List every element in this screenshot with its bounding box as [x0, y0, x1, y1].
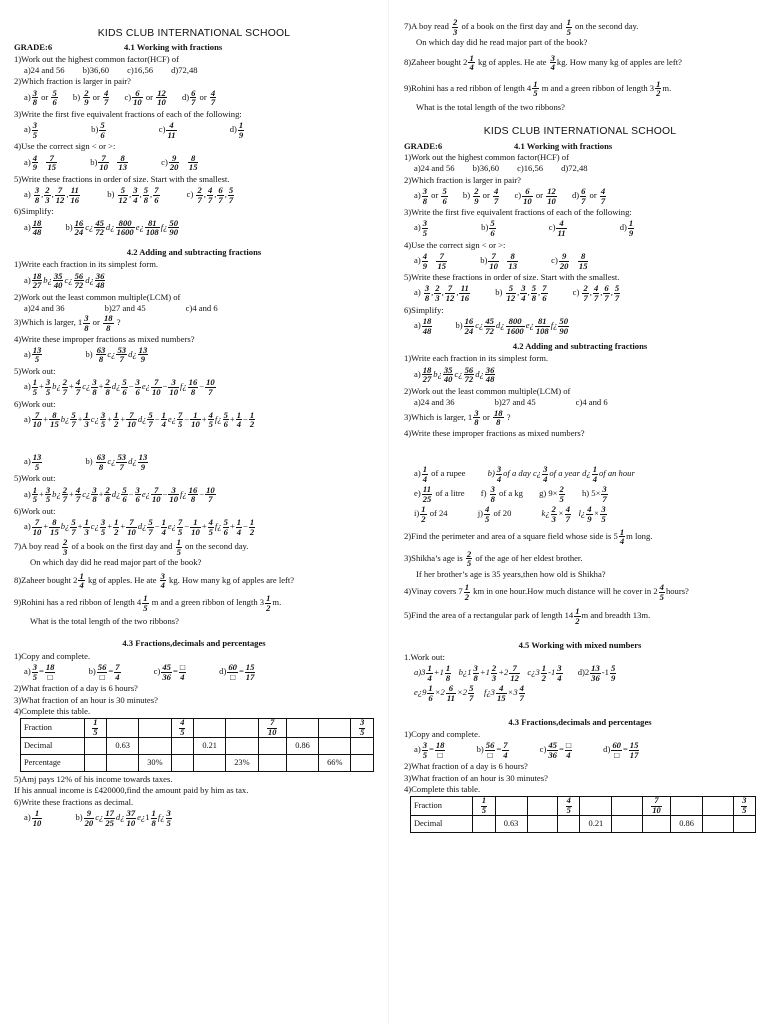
fraction-row: i) $\frac{1}{2}$ of 24 j) $\frac{4}{5}$ of 20 k¿ $\frac{2}{3}$ × $\frac{4}{7}$ l¿ $\frac{4}{9}$ × $\frac{3}{5}$: [414, 504, 606, 525]
question: 7)A boy read $\frac{2}{3}$ of a book on the first day and $\frac{1}{5}$ on the second day.: [14, 537, 249, 557]
question: 2)Find the perimeter and area of a square field whose side is 5 $\frac{1}{4}$ m long.: [404, 526, 653, 547]
grade-row: [404, 141, 756, 151]
fraction-row: a) $\frac{1}{10}$ b) $\frac{9}{20}$ c¿ $\frac{17}{25}$ d¿ $\frac{37}{10}$ e¿1 $\frac{1}{8}$ f¿ $\frac{3}{5}$: [24, 807, 171, 828]
question: 3)Write the first five equivalent fractions of each of the following:: [14, 108, 242, 119]
section-title: 4.2 Adding and subtracting fractions: [512, 341, 648, 352]
question: 1.Work out:: [404, 651, 445, 662]
school-title: KIDS CLUB INTERNATIONAL SCHOOL: [97, 28, 291, 39]
question: 6)Simplify:: [14, 206, 54, 217]
question: 3)Which is larger, 1 $\frac{3}{8}$ or $\frac{18}{8}$ ?: [14, 313, 121, 333]
options-row: a)24 and 36 b)27 and 45 c)4 and 6: [414, 397, 608, 408]
question: 3)Which is larger, 1 $\frac{3}{8}$ or $\frac{18}{8}$ ?: [404, 407, 511, 428]
fraction-row: a) $\frac{3}{5}$ b) $\frac{5}{6}$ c) $\frac{4}{11}$ d) $\frac{1}{9}$: [414, 218, 634, 239]
grade-label: GRADE:6: [404, 140, 443, 151]
fraction-row: a) $\frac{13}{5}$ b) $\frac{63}{8}$ c¿ $\frac{53}{7}$ d¿ $\frac{13}{9}$: [24, 452, 148, 472]
fraction-row: a) $\frac{3}{8}$ , $\frac{2}{3}$ , $\frac{7}{12}$ , $\frac{11}{16}$ b) $\frac{5}{12}$ , $\frac{3}{4}$ , $\frac{5}{8}$ , $\frac{7}{6}$ c) $\frac{2}{7}$ , $\frac{4}{7}$ , $\frac{6}{7}$ , $\frac{5}{7}$: [24, 185, 234, 205]
question: 4)Write these improper fractions as mixed numbers?: [404, 427, 585, 438]
question: 5)Work out:: [14, 473, 56, 484]
question: 6)Work out:: [14, 505, 56, 516]
question: 2)Which fraction is larger in pair?: [14, 76, 132, 87]
question: 4)Complete this table.: [404, 784, 481, 795]
question: 9)Rohini has a red ribbon of length 4 $\frac{1}{5}$ m and a green ribbon of length 3 $\frac{1}{2}$ m.: [404, 78, 672, 99]
question: 2)What fraction of a day is 6 hours?: [14, 683, 138, 694]
fraction-row: a) $\frac{1}{4}$ of a rupee b) $\frac{3}{4}$ of a day c¿ $\frac{3}{4}$ of a year d¿ $\frac{1}{4}$ of an hour: [414, 464, 635, 484]
fraction-row: a) $\frac{18}{27}$ b¿ $\frac{35}{40}$ c¿ $\frac{56}{72}$ d¿ $\frac{36}{48}$: [414, 364, 495, 385]
table-row: Percentage 30% 23% 66%: [21, 754, 374, 771]
question: If her brother’s age is 35 years,then how old is Shikha?: [416, 568, 606, 579]
question: What is the total length of the two ribbons?: [30, 616, 179, 627]
question: 9)Rohini has a red ribbon of length 4 $\frac{1}{5}$ m and a green ribbon of length 3 $\frac{1}{2}$ m.: [14, 592, 282, 613]
question: On which day did he read major part of the book?: [416, 37, 588, 48]
section-title: 4.5 Working with mixed numbers: [518, 639, 642, 650]
fraction-row: a) $\frac{3}{8}$ or $\frac{5}{6}$ b) $\frac{2}{9}$ or $\frac{4}{7}$ c) $\frac{6}{10}$ or $\frac{12}{10}$ d) $\frac{6}{7}$ or $\frac{4}{7}$: [414, 185, 606, 206]
question: 2)Work out the least common multiple(LCM) of: [14, 291, 181, 302]
question: 1)Copy and complete.: [14, 650, 91, 661]
question: 4)Use the correct sign < or >:: [404, 239, 506, 250]
question: 4)Vinay covers 7 $\frac{1}{2}$ km in one hour.How much distance will he cover in 2 $\frac{4}{5}$ hours?: [404, 582, 689, 602]
question: 1)Write each fraction in its simplest form.: [14, 259, 159, 270]
right-column: [404, 0, 756, 1024]
fraction-row: a) $\frac{1}{5}$ + $\frac{3}{5}$ b¿ $\frac{2}{7}$ + $\frac{4}{7}$ c¿ $\frac{3}{8}$ + $\frac{2}{8}$ d¿ $\frac{5}{6}$ − $\frac{3}{6}$ e¿ $\frac{7}{10}$ − $\frac{3}{10}$ f¿ $\frac{16}{8}$ − $\frac{10}{7}$: [24, 484, 215, 505]
options-row: a)24 and 56 b)36,60 c)16,56 d)72,48: [414, 163, 588, 174]
question: 5)Write these fractions in order of size. Start with the smallest.: [14, 173, 230, 184]
fraction-row: a) $\frac{7}{10}$ + $\frac{8}{15}$ b¿ $\frac{5}{7}$ + $\frac{1}{3}$ c¿ $\frac{3}{5}$ + $\frac{1}{2}$ + $\frac{7}{10}$ d¿ $\frac{5}{7}$ − $\frac{1}{4}$ e¿ $\frac{7}{5}$ − $\frac{1}{10}$ + $\frac{4}{5}$ f¿ $\frac{5}{6}$ + $\frac{1}{4}$ − $\frac{1}{2}$: [24, 409, 255, 430]
fraction-row: a) $\frac{1}{5}$ + $\frac{3}{5}$ b¿ $\frac{2}{7}$ + $\frac{4}{7}$ c¿ $\frac{3}{8}$ + $\frac{2}{8}$ d¿ $\frac{5}{6}$ − $\frac{3}{6}$ e¿ $\frac{7}{10}$ − $\frac{3}{10}$ f¿ $\frac{16}{8}$ − $\frac{10}{7}$: [24, 377, 215, 397]
fraction-row: e¿9 $\frac{1}{6}$ ×2 $\frac{6}{11}$ ×2 $\frac{5}{7}$ f¿3 $\frac{4}{15}$ ×3 $\frac{4}{7}$: [414, 683, 524, 704]
question: On which day did he read major part of the book?: [30, 557, 202, 568]
fraction-row: a) $\frac{13}{5}$ b) $\frac{63}{8}$ c¿ $\frac{53}{7}$ d¿ $\frac{13}{9}$: [24, 344, 148, 365]
question: 6)Work out:: [14, 398, 56, 409]
question: 3)What fraction of an hour is 30 minutes?: [404, 772, 548, 783]
question: 2)What fraction of a day is 6 hours?: [404, 761, 528, 772]
question: 6)Simplify:: [404, 304, 444, 315]
section-title: 4.1 Working with fractions: [514, 140, 613, 151]
question: 1)Write each fraction in its simplest form.: [404, 353, 549, 364]
question: 2)Which fraction is larger in pair?: [404, 174, 522, 185]
question: 1)Work out the highest common factor(HCF) of: [404, 151, 569, 162]
question: What is the total length of the two ribbons?: [416, 101, 565, 112]
question: 3)Write the first five equivalent fractions of each of the following:: [404, 207, 632, 218]
fraction-row: a) $\frac{18}{48}$ b) $\frac{16}{24}$ c¿ $\frac{45}{72}$ d¿ $\frac{800}{1600}$ e¿ $\frac{81}{108}$ f¿ $\frac{50}{90}$: [414, 315, 568, 336]
grade-label: GRADE:6: [14, 42, 53, 53]
question: 6)Write these fractions as decimal.: [14, 796, 134, 807]
fraction-row: a) $\frac{18}{27}$ b¿ $\frac{35}{40}$ c¿ $\frac{56}{72}$ d¿ $\frac{36}{48}$: [24, 270, 105, 291]
grade-row: [14, 42, 374, 52]
question: If his annual income is £420000,find the amount paid by him as tax.: [14, 785, 249, 796]
section-title: 4.3 Fractions,decimals and percentages: [122, 638, 266, 649]
fraction-row: e) $\frac{11}{25}$ of a litre f) $\frac{3}{8}$ of a kg g) 9× $\frac{2}{5}$ h) 5× $\frac{3}{7}$: [414, 484, 607, 504]
table-row: Decimal 0.63 0.21 0.86: [411, 816, 756, 833]
fraction-row: a) $\frac{4}{9}$ $\frac{7}{15}$ b) $\frac{7}{10}$ $\frac{8}{13}$ c) $\frac{9}{20}$ $\frac{8}{15}$: [414, 250, 588, 271]
question: 4)Use the correct sign < or >:: [14, 141, 116, 152]
fraction-row: a) $\frac{3}{8}$ , $\frac{2}{3}$ , $\frac{7}{12}$ , $\frac{11}{16}$ b) $\frac{5}{12}$ , $\frac{3}{4}$ , $\frac{5}{8}$ , $\frac{7}{6}$ c) $\frac{2}{7}$ , $\frac{4}{7}$ , $\frac{6}{7}$ , $\frac{5}{7}$: [414, 283, 620, 304]
fraction-row: a) $\frac{7}{10}$ + $\frac{8}{15}$ b¿ $\frac{5}{7}$ + $\frac{1}{3}$ c¿ $\frac{3}{5}$ + $\frac{1}{2}$ + $\frac{7}{10}$ d¿ $\frac{5}{7}$ − $\frac{1}{4}$ e¿ $\frac{7}{5}$ − $\frac{1}{10}$ + $\frac{4}{5}$ f¿ $\frac{5}{6}$ + $\frac{1}{4}$ − $\frac{1}{2}$: [24, 517, 255, 537]
conversion-table: [410, 796, 756, 833]
conversion-table: [20, 718, 374, 772]
question: 7)A boy read $\frac{2}{3}$ of a book on the first day and $\frac{1}{5}$ on the second day.: [404, 17, 639, 37]
options-row: a)24 and 56 b)36,60 c)16,56 d)72,48: [24, 65, 198, 76]
question: 5)Find the area of a rectangular park of length 14 $\frac{1}{2}$ m and breadth 13m.: [404, 606, 651, 627]
fraction-row: a) $\frac{3}{5}$ b) $\frac{5}{6}$ c) $\frac{4}{11}$ d) $\frac{1}{9}$: [24, 120, 244, 140]
question: 4)Write these improper fractions as mixed numbers?: [14, 333, 195, 344]
question: 1)Work out the highest common factor(HCF) of: [14, 53, 179, 64]
options-row: a)24 and 36 b)27 and 45 c)4 and 6: [24, 303, 218, 314]
section-title: 4.1 Working with fractions: [124, 42, 223, 53]
question: 3)What fraction of an hour is 30 minutes?: [14, 694, 158, 705]
table-row: Fraction $\frac{1}{5}$ $\frac{4}{5}$ $\frac{7}{10}$ $\frac{3}{5}$: [21, 719, 374, 738]
fraction-row: a) $\frac{4}{9}$ $\frac{7}{15}$ b) $\frac{7}{10}$ $\frac{8}{13}$ c) $\frac{9}{20}$ $\frac{8}{15}$: [24, 152, 198, 173]
question: 2)Work out the least common multiple(LCM) of: [404, 385, 571, 396]
left-column: [14, 0, 374, 1024]
fraction-row: a) $\frac{3}{8}$ or $\frac{5}{6}$ b) $\frac{2}{9}$ or $\frac{4}{7}$ c) $\frac{6}{10}$ or $\frac{12}{10}$ d) $\frac{6}{7}$ or $\frac{4}{7}$: [24, 87, 216, 108]
question: 3)Shikha’s age is $\frac{2}{5}$ of the age of her eldest brother.: [404, 548, 583, 569]
question: 5)Write these fractions in order of size. Start with the smallest.: [404, 272, 620, 283]
question: 8)Zaheer bought 2 $\frac{1}{4}$ kg of apples. He ate $\frac{3}{4}$ kg. How many kg of apples are left?: [14, 570, 295, 591]
fraction-row: a) $\frac{18}{48}$ b) $\frac{16}{24}$ c¿ $\frac{45}{72}$ d¿ $\frac{800}{1600}$ e¿ $\frac{81}{108}$ f¿ $\frac{50}{90}$: [24, 217, 178, 238]
question: 5)Amj pays 12% of his income towards taxes.: [14, 773, 173, 784]
table-row: Decimal 0.63 0.21 0.86: [21, 737, 374, 754]
question: 1)Copy and complete.: [404, 728, 481, 739]
section-title: 4.3 Fractions,decimals and percentages: [508, 716, 652, 727]
question: 5)Work out:: [14, 366, 56, 377]
fraction-row: a)3 $\frac{1}{4}$ +1 $\frac{1}{8}$ b¿1 $\frac{3}{8}$ +1 $\frac{2}{3}$ +2 $\frac{7}{12}$ c¿3 $\frac{1}{2}$ -1 $\frac{3}{4}$ d)2 $\frac{13}{36}$ -1 $\frac{5}{9}$: [414, 663, 616, 683]
table-row: Fraction $\frac{1}{5}$ $\frac{4}{5}$ $\frac{7}{10}$ $\frac{3}{5}$: [411, 797, 756, 816]
column-divider: [388, 0, 389, 1024]
question: 8)Zaheer bought 2 $\frac{1}{4}$ kg of apples. He ate $\frac{3}{4}$ kg. How many kg of apples are left?: [404, 52, 682, 73]
school-title: KIDS CLUB INTERNATIONAL SCHOOL: [483, 126, 677, 138]
fraction-row: a) $\frac{3}{5}$ = 18 □ b) 56 □ = $\frac{7}{4}$ c) $\frac{45}{36}$ = □ 4 d) 60 □ = $\frac{15}{17}$: [24, 662, 255, 682]
section-title: 4.2 Adding and subtracting fractions: [126, 246, 262, 257]
fraction-row: a) $\frac{3}{5}$ = 18 □ b) 56 □ = $\frac{7}{4}$ c) $\frac{45}{36}$ = □ 4 d) 60 □ = $\frac{15}{17}$: [414, 740, 639, 760]
question: 4)Complete this table.: [14, 705, 91, 716]
